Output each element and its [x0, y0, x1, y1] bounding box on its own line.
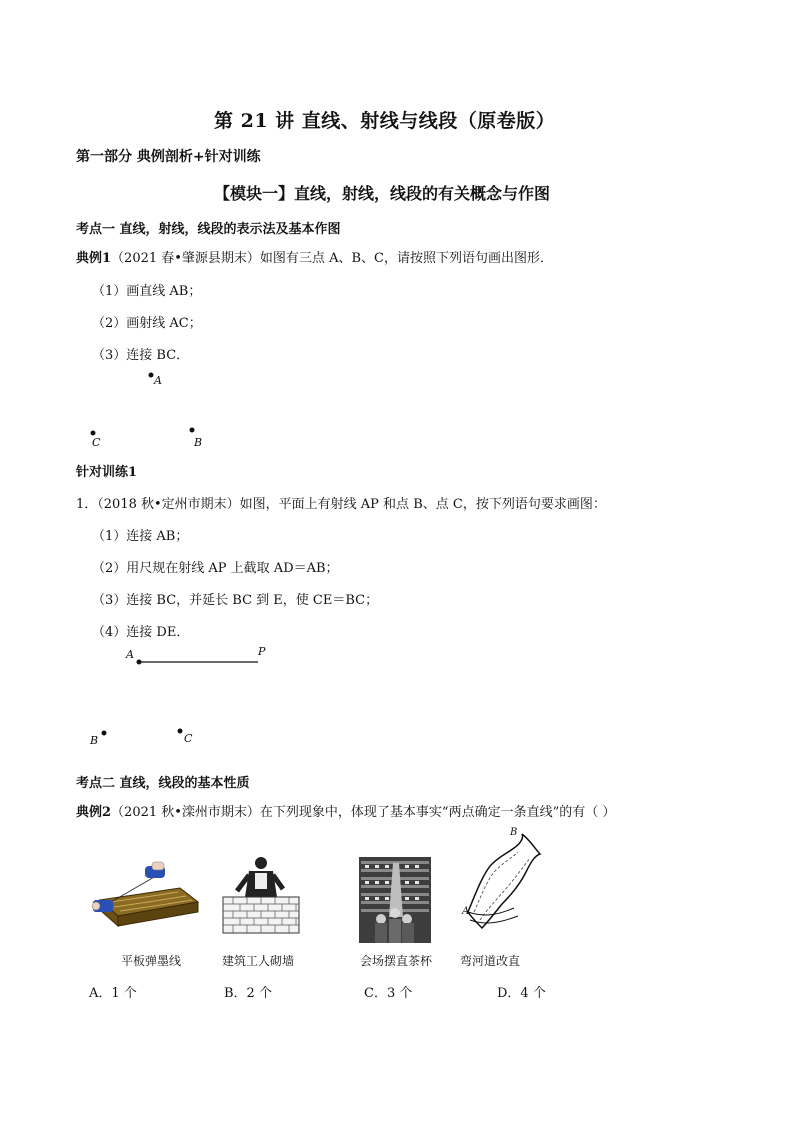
example1-step-1: （1）画直线 AB；	[92, 284, 202, 299]
example1-label: 典例1	[76, 251, 112, 266]
training1-step-4: （4）连接 DE．	[92, 625, 190, 640]
point-a-label: A	[154, 374, 162, 387]
training1-step-1: （1）连接 AB；	[92, 529, 189, 544]
river-point-b-label: B	[510, 827, 518, 838]
example2-text: （2021 秋•滦州市期末）在下列现象中，体现了基本事实“两点确定一条直线”的有（ ）	[111, 805, 616, 820]
topic2-heading: 考点二 直线，线段的基本性质	[76, 776, 250, 791]
aligned-cups-image	[359, 857, 431, 943]
topic1-heading: 考点一 直线，射线，线段的表示法及基本作图	[76, 222, 341, 237]
river-straightening-image	[456, 828, 550, 940]
point-b-dot	[102, 731, 107, 736]
example2-label: 典例2	[76, 805, 112, 820]
example1-text: （2021 春•肇源县期末）如图有三点 A、B、C，请按照下列语句画出图形．	[111, 251, 553, 266]
option-a: A．1 个	[89, 986, 137, 1001]
example1-step-2: （2）画射线 AC；	[92, 316, 202, 331]
point-c-label: C	[92, 436, 101, 449]
caption-worker: 建筑工人砌墙	[222, 954, 295, 968]
option-b: B．2 个	[224, 986, 272, 1001]
point-a-dot	[137, 660, 142, 665]
option-d: D．4 个	[497, 986, 546, 1001]
river-point-a-label: A	[462, 906, 470, 917]
option-c: C．3 个	[364, 986, 413, 1001]
training1-heading: 针对训练1	[76, 465, 138, 480]
example2	[76, 801, 615, 820]
example1-step-3: （3）连接 BC．	[92, 348, 190, 363]
training1-question: 1．（2018 秋•定州市期末）如图，平面上有射线 AP 和点 B、点 C，按下列语句要求画图：	[76, 497, 606, 512]
part-heading: 第一部分 典例剖析+针对训练	[76, 149, 261, 165]
point-c-dot	[178, 729, 183, 734]
page-title: 第 21 讲 直线、射线与线段（原卷版）	[214, 110, 556, 132]
training1-step-2: （2）用尺规在射线 AP 上截取 AD＝AB；	[92, 561, 339, 576]
plank-chalk-line-image	[90, 862, 200, 932]
bricklayer-image	[221, 855, 301, 935]
training1-step-3: （3）连接 BC，并延长 BC 到 E，使 CE＝BC；	[92, 593, 379, 608]
module-heading: 【模块一】直线，射线，线段的有关概念与作图	[214, 184, 551, 203]
point-b-label: B	[90, 734, 99, 747]
ray-point-a-label: A	[126, 648, 134, 661]
caption-river: 弯河道改直	[460, 954, 521, 968]
caption-plank: 平板弹墨线	[121, 954, 182, 968]
caption-cups: 会场摆直茶杯	[360, 954, 433, 968]
point-c-label: C	[184, 732, 193, 745]
point-b-label: B	[194, 436, 203, 449]
ray-point-p-label: P	[258, 645, 266, 658]
